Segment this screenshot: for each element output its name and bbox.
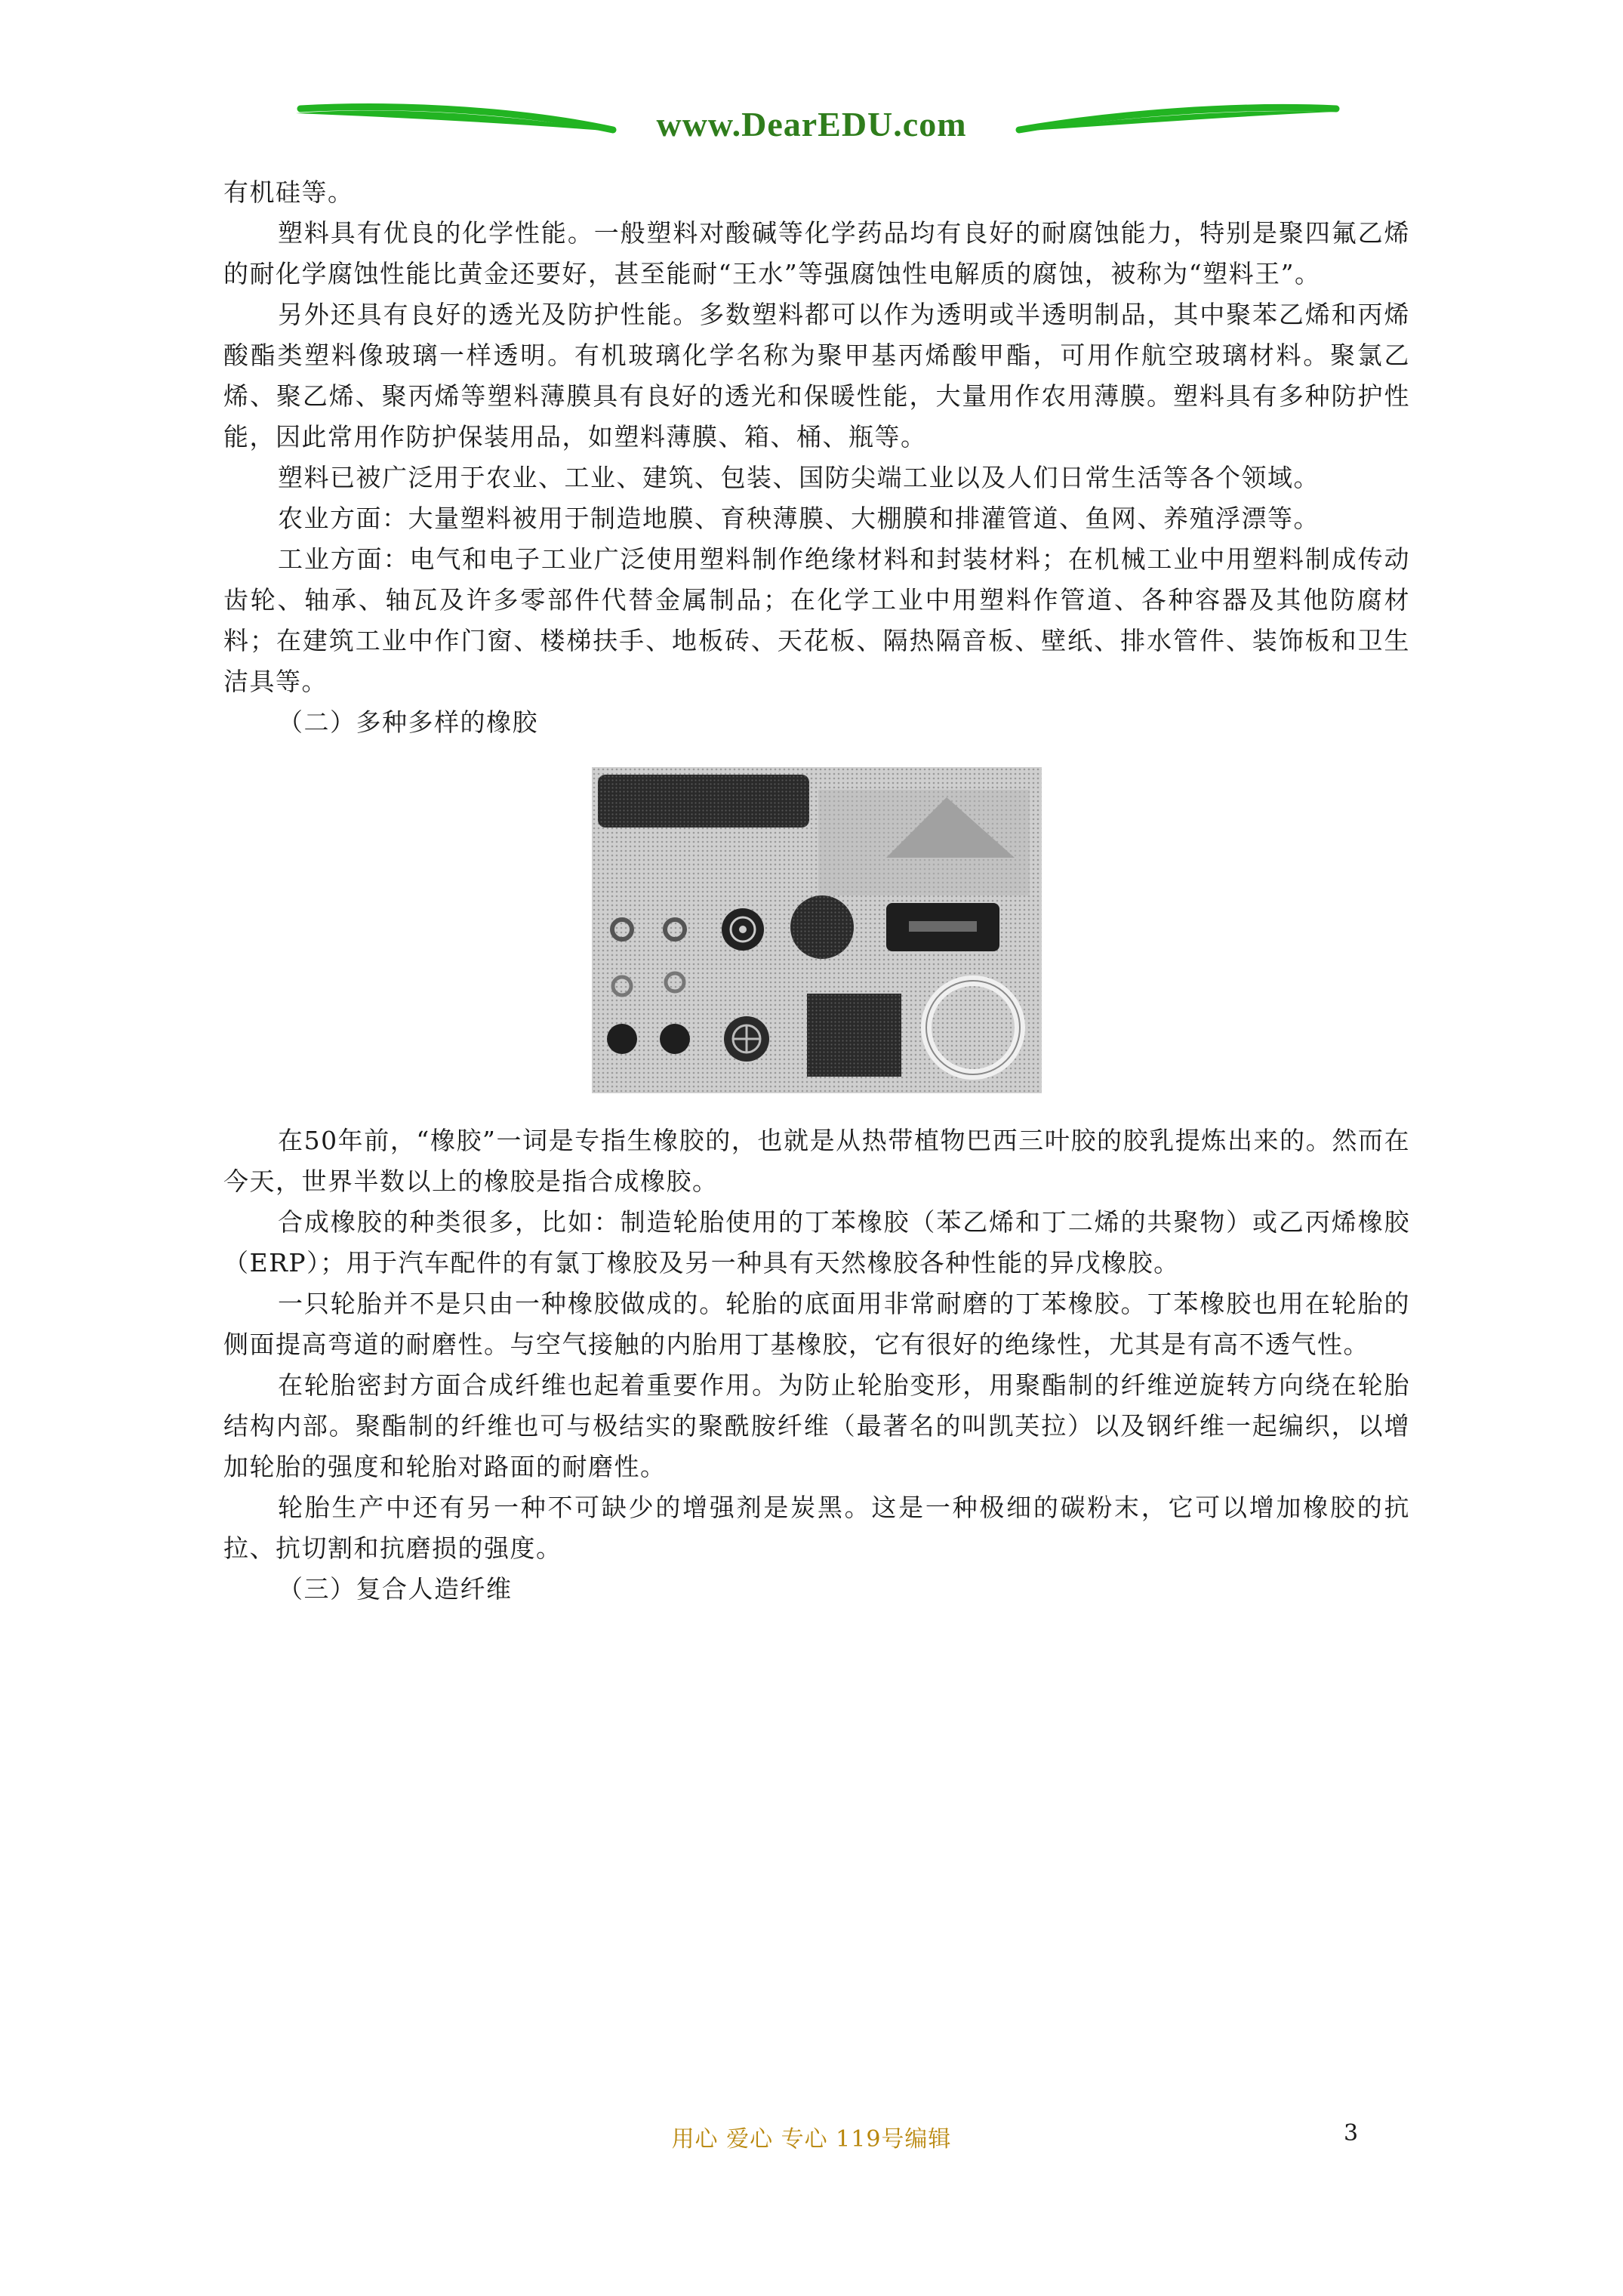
document-body: [223, 172, 1410, 1610]
paragraph: 塑料具有优良的化学性能。一般塑料对酸碱等化学药品均有良好的耐腐蚀能力，特别是聚四氟乙烯的耐化学腐蚀性能比黄金还要好，甚至能耐“王水”等强腐蚀性电解质的腐蚀，被称为“塑料王”。: [223, 218, 1410, 288]
paragraph: 工业方面：电气和电子工业广泛使用塑料制作绝缘材料和封装材料；在机械工业中用塑料制成传动齿轮、轴承、轴瓦及许多零部件代替金属制品；在化学工业中用塑料作管道、各种容器及其他防腐材料；在建筑工业中作门窗、楼梯扶手、地板砖、天花板、隔热隔音板、壁纸、排水管件、装饰板和卫生洁具等。: [223, 544, 1410, 696]
paragraph: 合成橡胶的种类很多，比如：制造轮胎使用的丁苯橡胶（苯乙烯和丁二烯的共聚物）或乙丙烯橡胶（ERP）；用于汽车配件的有氯丁橡胶及另一种具有天然橡胶各种性能的异戊橡胶。: [223, 1207, 1410, 1277]
paragraph: 轮胎生产中还有另一种不可缺少的增强剂是炭黑。这是一种极细的碳粉末，它可以增加橡胶的抗拉、抗切割和抗磨损的强度。: [223, 1493, 1410, 1563]
paragraph: 在轮胎密封方面合成纤维也起着重要作用。为防止轮胎变形，用聚酯制的纤维逆旋转方向绕在轮胎结构内部。聚酯制的纤维也可与极结实的聚酰胺纤维（最著名的叫凯芙拉）以及钢纤维一起编织，以增加轮胎的强度和轮胎对路面的耐磨性。: [223, 1370, 1410, 1481]
paragraph: 农业方面：大量塑料被用于制造地膜、育秧薄膜、大棚膜和排灌管道、鱼网、养殖浮漂等。: [278, 504, 1320, 533]
page-header: [0, 83, 1623, 174]
site-logo-text[interactable]: www.DearEDU.com: [656, 105, 967, 143]
paragraph: 另外还具有良好的透光及防护性能。多数塑料都可以作为透明或半透明制品，其中聚苯乙烯和丙烯酸酯类塑料像玻璃一样透明。有机玻璃化学名称为聚甲基丙烯酸甲酯，可用作航空玻璃材料。聚氯乙烯、聚乙烯、聚丙烯等塑料薄膜具有良好的透光和保暖性能，大量用作农用薄膜。塑料具有多种防护性能，因此常用作防护保装用品，如塑料薄膜、箱、桶、瓶等。: [223, 300, 1410, 451]
paragraph: 在50年前，“橡胶”一词是专指生橡胶的，也就是从热带植物巴西三叶胶的胶乳提炼出来的。然而在今天，世界半数以上的橡胶是指合成橡胶。: [223, 1126, 1410, 1196]
section-heading-rubber: （二）多种多样的橡胶: [278, 707, 538, 737]
rubber-products-illustration: [592, 767, 1042, 1093]
footer-slogan: 用心 爱心 专心 119号编辑: [671, 2126, 952, 2153]
paragraph: 一只轮胎并不是只由一种橡胶做成的。轮胎的底面用非常耐磨的丁苯橡胶。丁苯橡胶也用在轮胎的侧面提高弯道的耐磨性。与空气接触的内胎用丁基橡胶，它有很好的绝缘性，尤其是有高不透气性。: [223, 1289, 1410, 1359]
rubber-products-photo: [592, 767, 1042, 1093]
section-heading-fiber: （三）复合人造纤维: [278, 1574, 513, 1604]
paragraph: 有机硅等。: [223, 177, 354, 207]
page-number: 3: [1344, 2120, 1359, 2147]
paragraph: 塑料已被广泛用于农业、工业、建筑、包装、国防尖端工业以及人们日常生活等各个领域。: [278, 463, 1320, 492]
